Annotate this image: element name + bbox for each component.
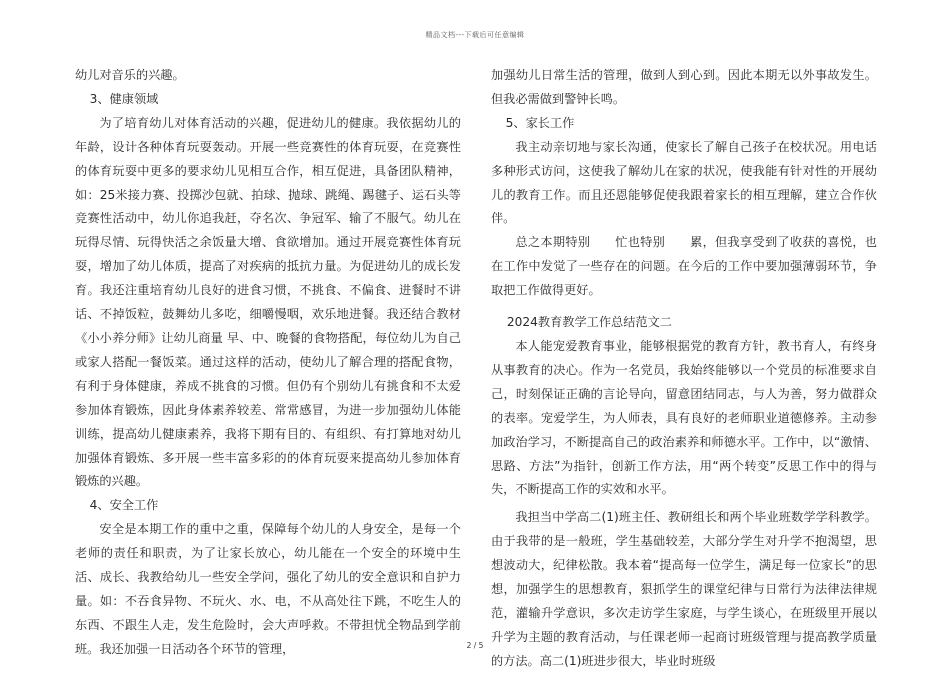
heading-health: 3、健康领域	[89, 91, 159, 106]
paragraph-summary: 总之本期特别 忙也特别 累，但我享受到了收获的喜悦，也在工作中发觉了一些存在的问题。在今后的工作中要加强薄弱环节，争取把工作做得更好。	[491, 235, 877, 298]
page-header: 精品文档---下载后可任意编辑	[425, 31, 525, 39]
paragraph-daily-management: 加强幼儿日常生活的管理，做到人到心到。因此本期无以外事故发生。但我必需做到警钟长鸣。	[491, 68, 877, 106]
paragraph-dedication: 本人能宠爱教育事业，能够根据党的教育方针，教书育人，有终身从事教育的决心。作为一名党员，我始终能够以一个党员的标准要求自己，时刻保证正确的言论导向，留意团结同志，与人为善，努力做群众的表率。宠爱学生，为人师表，具有良好的老师职业道德修养。主动参加政治学习，不断提高自己的政治素养和师德水平。工作中，以“激情、思路、方法”为指针，创新工作方法，用“两个转变”反思工作中的得与失，不断提高工作的实效和水平。	[491, 338, 877, 497]
right-column	[491, 64, 877, 674]
paragraph-parents: 我主动亲切地与家长沟通，使家长了解自己孩子在校状况。用电话多种形式访问，这使我了解幼儿在家的状况，使我能有针对性的开展幼儿的教育工作。而且还恩能够促使我跟着家长的相互理解，建立合作伙伴。	[491, 139, 877, 226]
paragraph-safety: 安全是本期工作的重中之重，保障每个幼儿的人身安全，是每一个老师的责任和职责，为了让家长放心，幼儿能在一个安全的环境中生活、成长、我教给幼儿一些安全学问，强化了幼儿的安全意识和自护力量。如：不吞食异物、不玩火、水、电，不从高处往下跳，不吃生人的东西、不跟生人走，发生危险时，会大声呼救。不带担忧全物品到学前班。我还加强一日活动各个环节的管理，	[75, 522, 461, 656]
heading-parents: 5、家长工作	[505, 115, 575, 130]
paragraph-music-interest: 幼儿对音乐的兴趣。	[75, 68, 185, 82]
page-number: 2 / 5	[466, 641, 484, 650]
section-title-sample-two: 2024教育教学工作总结范文二	[506, 315, 672, 330]
paragraph-class-teacher: 我担当中学高二(1)班主任、教研组长和两个毕业班数学学科教学。由于我带的是一般班，学生基础较差，大部分学生对升学不抱渴望，思想波动大，纪律松散。我本着“提高每一位学生，满足每一位家长”的思想，加强学生的思想教育，狠抓学生的课堂纪律与日常行为法律法律规范，灌输升学意识，多次走访学生家庭，与学生谈心，在班级里开展以升学为主题的教育活动，与任课老师一起商讨班级管理与提高教学质量的方法。高二(1)班进步很大，毕业时班级	[491, 510, 877, 668]
paragraph-health: 为了培育幼儿对体育活动的兴趣，促进幼儿的健康。我依据幼儿的年龄，设计各种体育玩耍轰动。开展一些竞赛性的体育玩耍，在竞赛性的体育玩耍中更多的要求幼儿见相互合作，相互促进，具备团队精神，如：25米接力赛、投掷沙包就、拍球、抛球、跳绳、踢毽子、运石头等竞赛性活动中，幼儿你追我赶，夺名次、争冠军、输了不服气。幼儿在玩得尽情、玩得快活之余饭量大增、食欲增加。通过开展竞赛性体育玩耍，增加了幼儿体质，提高了对疾病的抵抗力量。为促进幼儿的成长发育。我还注重培育幼儿良好的进食习惯，不挑食、不偏食、进餐时不讲话、不掉饭粒，鼓舞幼儿多吃，细嚼慢咽，欢乐地进餐。我还结合教材《小小养分师》让幼儿商量 早、中、晚餐的食物搭配，每位幼儿为自己或家人搭配一餐饭菜。通过这样的活动，使幼儿了解合理的搭配食物，有利于身体健康，养成不挑食的习惯。但仍有个别幼儿有挑食和不太爱参加体育锻炼，因此身体素养较差、常常感冒，为进一步加强幼儿体能训练，提高幼儿健康素养，我将下期有目的、有组织、有打算地对幼儿加强体育锻炼、多开展一些丰富多彩的的体育玩耍来提高幼儿参加体育锻炼的兴趣。	[75, 115, 461, 489]
heading-safety: 4、安全工作	[89, 498, 159, 513]
left-column	[75, 64, 461, 662]
